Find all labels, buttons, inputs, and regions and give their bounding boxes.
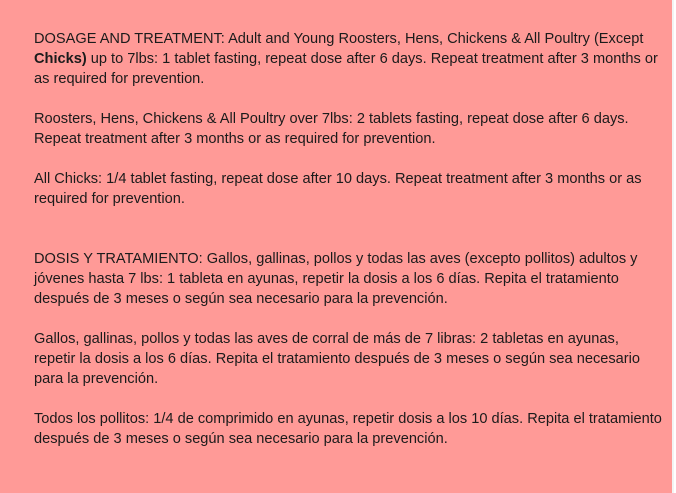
chicks-emphasis: Chicks) — [34, 51, 87, 67]
spanish-all-chicks-paragraph: Todos los pollitos: 1/4 de comprimido en ayunas, repetir dosis a los 10 días. Repita el tratamiento después de 3 meses o según sea necesario para la prevención. — [34, 411, 662, 447]
english-all-chicks-paragraph: All Chicks: 1/4 tablet fasting, repeat dose after 10 days. Repeat treatment after 3 months or as required for prevention. — [34, 171, 642, 207]
spanish-over-7lbs-paragraph: Gallos, gallinas, pollos y todas las aves de corral de más de 7 libras: 2 tabletas en ayunas, repetir la dosis a los 6 días. Repita el tratamiento después de 3 meses o según sea necesario para la prevención. — [34, 331, 640, 387]
spanish-dosage-paragraph: DOSIS Y TRATAMIENTO: Gallos, gallinas, pollos y todas las aves (excepto pollitos) adultos y jóvenes hasta 7 lbs: 1 tableta en ayunas, repetir la dosis a los 6 días. Repita el tratamiento después de 3 meses o según sea necesario para la prevención. — [34, 251, 638, 307]
english-over-7lbs-paragraph: Roosters, Hens, Chickens & All Poultry over 7lbs: 2 tablets fasting, repeat dose after 6 days. Repeat treatment after 3 months or as required for prevention. — [34, 111, 629, 147]
english-dosage-text-start: DOSAGE AND TREATMENT: Adult and Young Roosters, Hens, Chickens & All Poultry (Except — [34, 31, 644, 47]
dosage-content — [34, 29, 664, 469]
english-dosage-paragraph — [34, 29, 664, 89]
english-dosage-text-end: up to 7lbs: 1 tablet fasting, repeat dose after 6 days. Repeat treatment after 3 months or as required for prevention. — [34, 51, 658, 87]
